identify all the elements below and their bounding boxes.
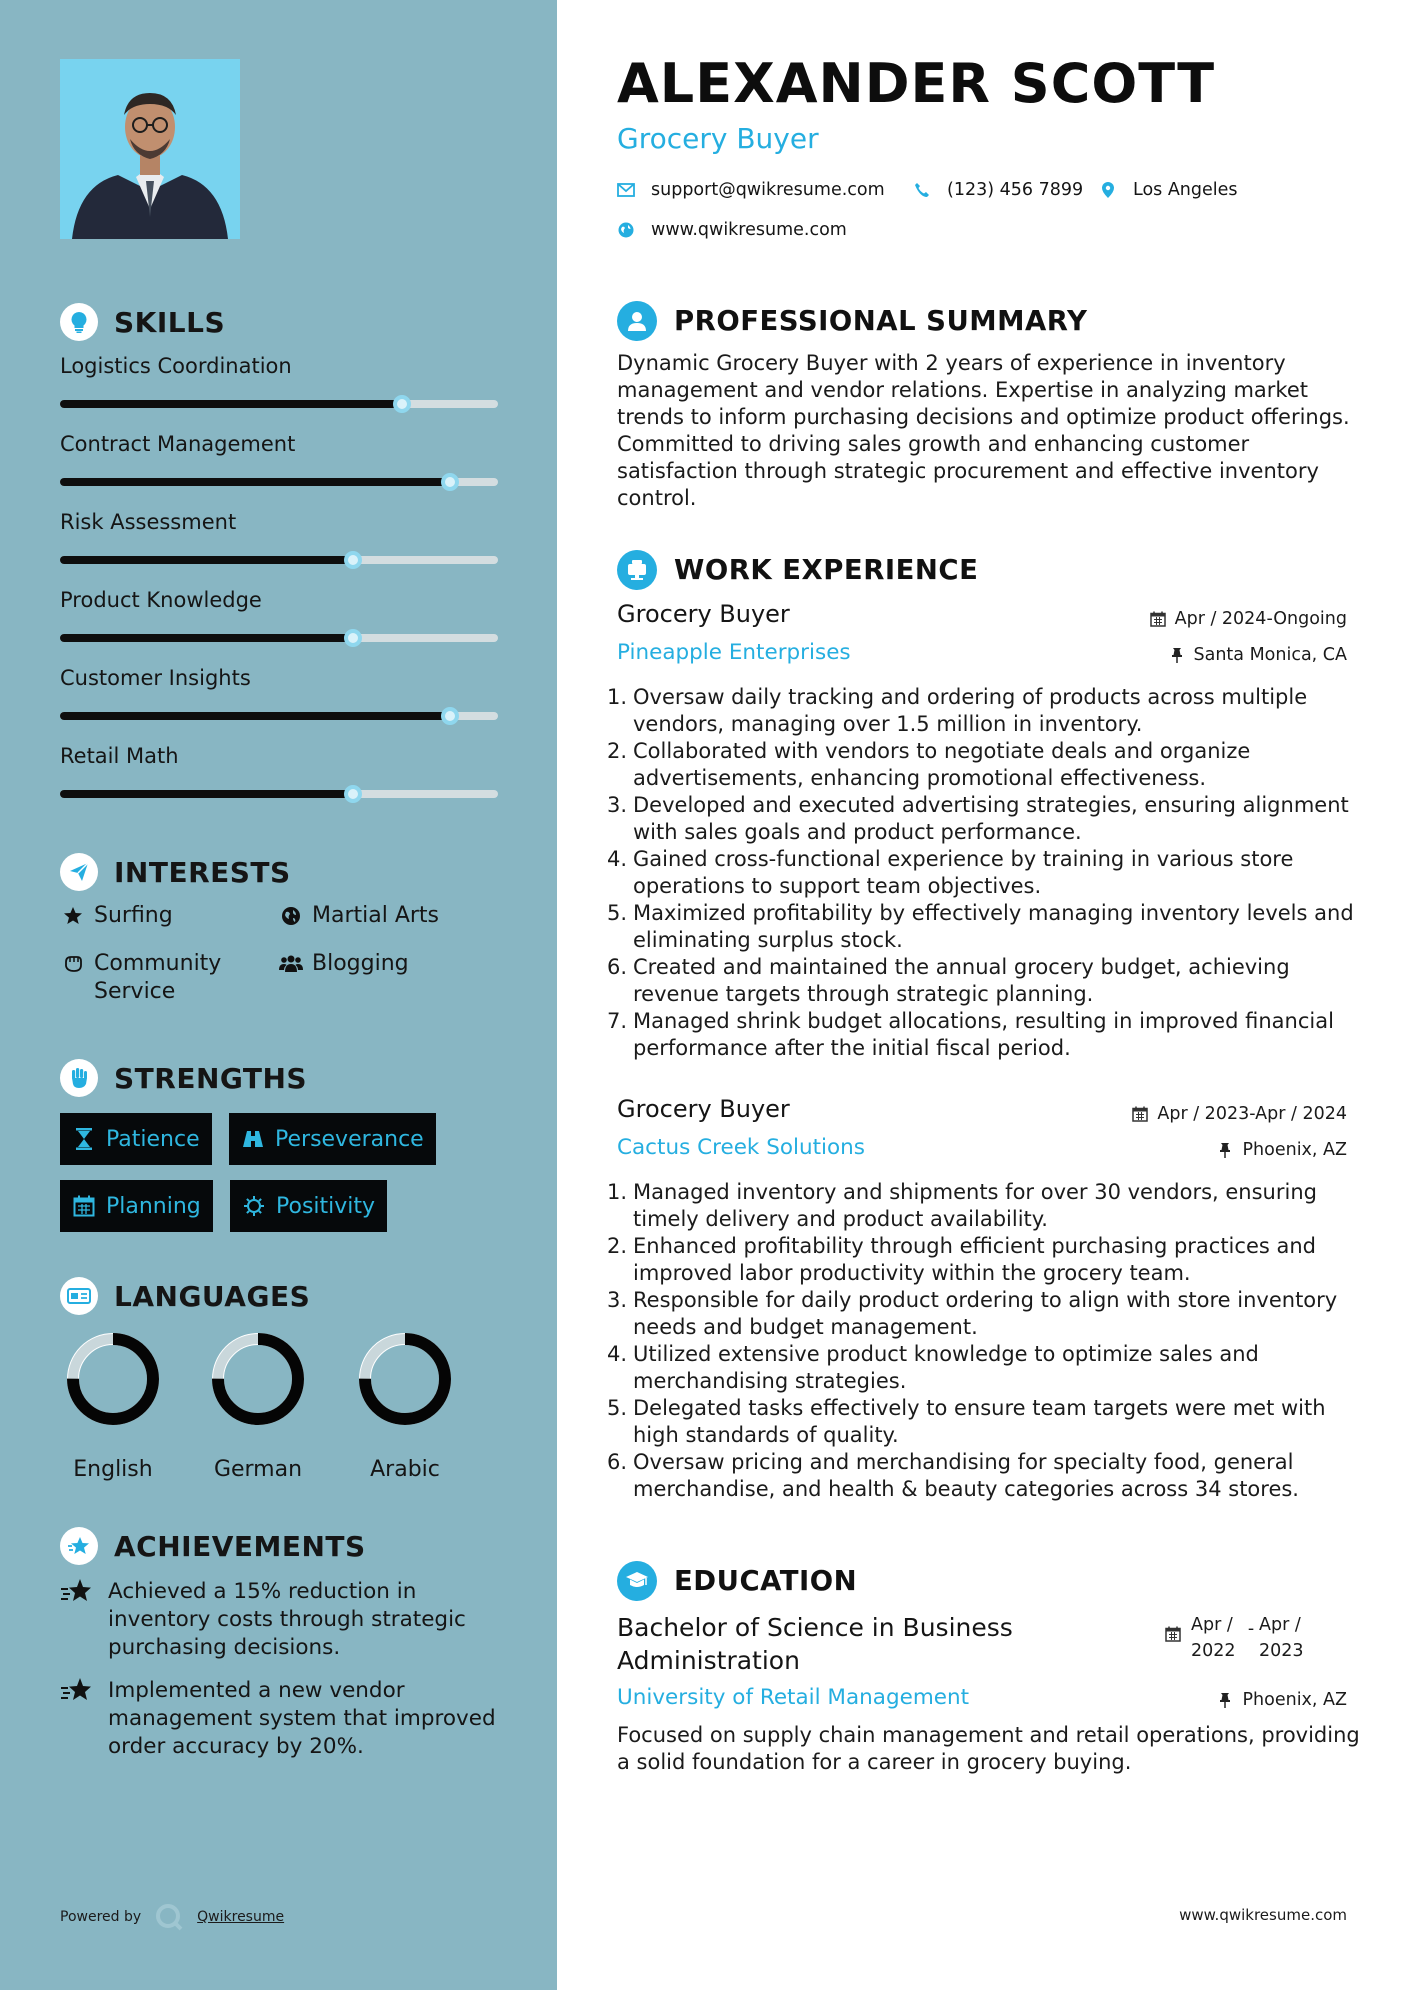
main-content bbox=[557, 0, 1407, 1990]
duty-text: Developed and executed advertising strategies, ensuring alignment with sales goals and product performance. bbox=[633, 793, 1349, 844]
paper-plane-icon bbox=[60, 853, 98, 891]
pin-icon bbox=[1216, 1141, 1234, 1159]
skill-item bbox=[60, 586, 498, 642]
section-title: EDUCATION bbox=[674, 1565, 858, 1597]
contact-phone[interactable] bbox=[913, 180, 1083, 200]
education-dates bbox=[1165, 1612, 1311, 1664]
contact-website[interactable] bbox=[617, 220, 847, 240]
candidate-title: Grocery Buyer bbox=[617, 122, 819, 155]
skill-knob bbox=[441, 473, 459, 491]
duty-item: 4. Gained cross-functional experience by training in various store operations to support team objectives. bbox=[607, 847, 1294, 898]
skill-item bbox=[60, 664, 498, 720]
skill-label: Retail Math bbox=[60, 744, 179, 768]
duty-text: Enhanced profitability through efficient purchasing practices and improved labor productivity within the grocery team. bbox=[633, 1234, 1316, 1285]
qwikresume-logo-icon bbox=[155, 1903, 183, 1931]
section-title: PROFESSIONAL SUMMARY bbox=[674, 305, 1088, 337]
languages-heading bbox=[60, 1276, 310, 1316]
lightbulb-icon bbox=[60, 303, 98, 341]
shooting-star-icon bbox=[60, 1577, 96, 1607]
skill-knob bbox=[441, 707, 459, 725]
skill-fill bbox=[60, 400, 402, 408]
job-company: Cactus Creek Solutions bbox=[617, 1135, 866, 1160]
users-icon bbox=[278, 950, 304, 978]
skills-heading bbox=[60, 302, 225, 342]
skill-bar bbox=[60, 400, 498, 408]
calendar-icon bbox=[1131, 1105, 1149, 1123]
achievement-text: Achieved a 15% reduction in inventory costs through strategic purchasing decisions. bbox=[108, 1579, 466, 1660]
education-location bbox=[1216, 1690, 1347, 1710]
start-year: 2022 bbox=[1191, 1641, 1236, 1661]
job-dates bbox=[1149, 609, 1347, 629]
skill-bar bbox=[60, 712, 498, 720]
job-title: Grocery Buyer bbox=[617, 600, 790, 628]
education-degree: Bachelor of Science in Business Administration bbox=[617, 1613, 1013, 1675]
skill-bar bbox=[60, 556, 498, 564]
skill-label: Customer Insights bbox=[60, 666, 251, 690]
strength-label: Patience bbox=[106, 1126, 200, 1152]
education-school: University of Retail Management bbox=[617, 1685, 970, 1710]
experience-heading bbox=[617, 549, 978, 591]
skill-label: Contract Management bbox=[60, 432, 296, 456]
strength-badge bbox=[229, 1113, 436, 1165]
duty-text: Created and maintained the annual grocery budget, achieving revenue targets through strategic planning. bbox=[633, 955, 1290, 1006]
skill-fill bbox=[60, 556, 353, 564]
duty-item: 1. Managed inventory and shipments for over 30 vendors, ensuring timely delivery and product availability. bbox=[607, 1180, 1317, 1231]
language-item bbox=[48, 1331, 178, 1482]
globe-icon bbox=[278, 902, 304, 930]
calendar-icon bbox=[1165, 1626, 1183, 1644]
job-dates-text: Apr / 2024-Ongoing bbox=[1174, 609, 1347, 629]
calendar-icon bbox=[1149, 610, 1167, 628]
skill-knob bbox=[393, 395, 411, 413]
language-label: Arabic bbox=[370, 1457, 440, 1482]
duty-item: 6. Created and maintained the annual grocery budget, achieving revenue targets through strategic planning. bbox=[607, 955, 1290, 1006]
pin-icon bbox=[1168, 646, 1186, 664]
job-location-text: Phoenix, AZ bbox=[1242, 1140, 1347, 1160]
education-end bbox=[1259, 1612, 1311, 1664]
interest-label: Martial Arts bbox=[312, 903, 440, 928]
hourglass-icon bbox=[72, 1127, 96, 1151]
start-month: Apr / bbox=[1191, 1615, 1233, 1635]
education-heading bbox=[617, 1560, 857, 1602]
job-duties bbox=[607, 684, 1367, 1062]
pin-icon bbox=[1216, 1691, 1234, 1709]
duty-item: 3. Responsible for daily product ordering to align with store inventory needs and budget management. bbox=[607, 1288, 1338, 1339]
duty-text: Oversaw pricing and merchandising for specialty food, general merchandise, and health & beauty categories across 34 stores. bbox=[633, 1450, 1299, 1501]
section-title: STRENGTHS bbox=[114, 1061, 308, 1095]
interests-heading bbox=[60, 852, 291, 892]
duty-text: Utilized extensive product knowledge to optimize sales and merchandising strategies. bbox=[633, 1342, 1259, 1393]
interest-label: Blogging bbox=[312, 951, 409, 976]
briefcase-icon bbox=[617, 550, 657, 590]
skill-label: Logistics Coordination bbox=[60, 354, 292, 378]
duty-text: Managed shrink budget allocations, resulting in improved financial performance after the initial fiscal period. bbox=[633, 1009, 1334, 1060]
strength-badge bbox=[60, 1180, 213, 1232]
job-duties bbox=[607, 1179, 1367, 1503]
email-text: support@qwikresume.com bbox=[651, 180, 885, 200]
skill-bar bbox=[60, 478, 498, 486]
skill-item bbox=[60, 352, 498, 408]
sun-icon bbox=[242, 1194, 266, 1218]
achievement-item bbox=[60, 1677, 500, 1761]
powered-by-label: Powered by bbox=[60, 1909, 142, 1925]
job-location bbox=[1168, 645, 1348, 665]
powered-by-link[interactable]: Qwikresume bbox=[197, 1909, 285, 1925]
skill-fill bbox=[60, 712, 450, 720]
duty-item: 7. Managed shrink budget allocations, resulting in improved financial performance after the initial fiscal period. bbox=[607, 1009, 1334, 1060]
summary-text: Dynamic Grocery Buyer with 2 years of experience in inventory management and vendor relations. Expertise in analyzing market trends to inform purchasing decisions and optimize product offerings. Committed to driving sales growth and enhancing customer satisfaction through strategic procurement and effective inventory control. bbox=[617, 351, 1350, 510]
fist-icon bbox=[60, 1059, 98, 1097]
duty-item: 1. Oversaw daily tracking and ordering of products across multiple vendors, managing over 1.5 million in inventory. bbox=[607, 685, 1308, 736]
skill-item bbox=[60, 742, 498, 798]
strength-label: Planning bbox=[106, 1193, 201, 1219]
user-icon bbox=[617, 301, 657, 341]
language-ring bbox=[357, 1331, 453, 1427]
duty-text: Collaborated with vendors to negotiate deals and organize advertisements, enhancing promotional effectiveness. bbox=[633, 739, 1251, 790]
date-separator: - bbox=[1247, 1619, 1255, 1639]
job-dates-text: Apr / 2023-Apr / 2024 bbox=[1157, 1104, 1347, 1124]
language-ring bbox=[210, 1331, 306, 1427]
sidebar bbox=[0, 0, 557, 1990]
duty-item: 2. Collaborated with vendors to negotiate deals and organize advertisements, enhancing promotional effectiveness. bbox=[607, 739, 1251, 790]
language-card-icon bbox=[60, 1277, 98, 1315]
language-label: English bbox=[73, 1457, 153, 1482]
duty-text: Maximized profitability by effectively managing inventory levels and eliminating surplus stock. bbox=[633, 901, 1354, 952]
end-month: Apr / bbox=[1259, 1615, 1301, 1635]
star-badge-icon bbox=[60, 1527, 98, 1565]
summary-heading bbox=[617, 300, 1087, 342]
language-item bbox=[193, 1331, 323, 1482]
duty-item: 3. Developed and executed advertising strategies, ensuring alignment with sales goals and product performance. bbox=[607, 793, 1349, 844]
job-company: Pineapple Enterprises bbox=[617, 640, 851, 665]
skill-fill bbox=[60, 478, 450, 486]
skill-fill bbox=[60, 790, 353, 798]
strengths-heading bbox=[60, 1058, 307, 1098]
skill-fill bbox=[60, 634, 353, 642]
powered-by bbox=[60, 1903, 284, 1931]
phone-icon bbox=[913, 181, 931, 199]
interest-item bbox=[60, 950, 260, 1006]
footer-url[interactable]: www.qwikresume.com bbox=[1179, 1906, 1347, 1924]
section-title: SKILLS bbox=[114, 305, 226, 339]
end-year: 2023 bbox=[1259, 1641, 1304, 1661]
interest-label: Surfing bbox=[94, 903, 173, 928]
graduation-cap-icon bbox=[617, 1561, 657, 1601]
education-location-text: Phoenix, AZ bbox=[1242, 1690, 1347, 1710]
envelope-icon bbox=[617, 181, 635, 199]
achievement-text: Implemented a new vendor management system that improved order accuracy by 20%. bbox=[108, 1678, 496, 1759]
language-item bbox=[340, 1331, 470, 1482]
globe-icon bbox=[617, 221, 635, 239]
duty-text: Managed inventory and shipments for over 30 vendors, ensuring timely delivery and product availability. bbox=[633, 1180, 1317, 1231]
strength-label: Perseverance bbox=[275, 1126, 424, 1152]
interest-label: Community Service bbox=[94, 951, 222, 1004]
website-text: www.qwikresume.com bbox=[651, 220, 847, 240]
shooting-star-icon bbox=[60, 1676, 96, 1706]
job-location-text: Santa Monica, CA bbox=[1193, 645, 1347, 665]
skill-bar bbox=[60, 790, 498, 798]
phone-text: (123) 456 7899 bbox=[947, 180, 1084, 200]
duty-item: 4. Utilized extensive product knowledge to optimize sales and merchandising strategies. bbox=[607, 1342, 1259, 1393]
education-start bbox=[1191, 1612, 1243, 1664]
duty-item: 6. Oversaw pricing and merchandising for specialty food, general merchandise, and health & beauty categories across 34 stores. bbox=[607, 1450, 1299, 1501]
section-title: WORK EXPERIENCE bbox=[674, 554, 979, 586]
education-description: Focused on supply chain management and retail operations, providing a solid foundation for a career in grocery buying. bbox=[617, 1723, 1360, 1774]
star-icon bbox=[60, 902, 86, 930]
map-pin-icon bbox=[1099, 181, 1117, 199]
skill-knob bbox=[344, 551, 362, 569]
skill-item bbox=[60, 508, 498, 564]
location-text: Los Angeles bbox=[1133, 180, 1238, 200]
duty-text: Gained cross-functional experience by training in various store operations to support team objectives. bbox=[633, 847, 1294, 898]
skill-bar bbox=[60, 634, 498, 642]
hand-icon bbox=[60, 950, 86, 978]
calendar-icon bbox=[72, 1194, 96, 1218]
skill-knob bbox=[344, 629, 362, 647]
interest-item bbox=[60, 902, 173, 930]
duty-text: Delegated tasks effectively to ensure team targets were met with high standards of quality. bbox=[633, 1396, 1326, 1447]
section-title: LANGUAGES bbox=[114, 1279, 311, 1313]
interest-item bbox=[278, 950, 409, 978]
contact-email[interactable] bbox=[617, 180, 885, 200]
binoculars-icon bbox=[241, 1127, 265, 1151]
section-title: ACHIEVEMENTS bbox=[114, 1529, 366, 1563]
job-title: Grocery Buyer bbox=[617, 1095, 790, 1123]
duty-text: Oversaw daily tracking and ordering of products across multiple vendors, managing over 1.5 million in inventory. bbox=[633, 685, 1308, 736]
achievements-heading bbox=[60, 1526, 366, 1566]
skill-label: Product Knowledge bbox=[60, 588, 262, 612]
duty-item: 5. Maximized profitability by effectively managing inventory levels and eliminating surplus stock. bbox=[607, 901, 1354, 952]
duty-item: 5. Delegated tasks effectively to ensure team targets were met with high standards of quality. bbox=[607, 1396, 1326, 1447]
job-location bbox=[1216, 1140, 1347, 1160]
candidate-name: ALEXANDER SCOTT bbox=[617, 52, 1216, 115]
strength-badge bbox=[60, 1113, 212, 1165]
duty-text: Responsible for daily product ordering to align with store inventory needs and budget management. bbox=[633, 1288, 1338, 1339]
strength-label: Positivity bbox=[276, 1193, 376, 1219]
interest-item bbox=[278, 902, 439, 930]
achievement-item bbox=[60, 1578, 500, 1662]
language-ring bbox=[65, 1331, 161, 1427]
profile-photo bbox=[60, 59, 240, 239]
contact-location bbox=[1099, 180, 1238, 200]
duty-item: 2. Enhanced profitability through efficient purchasing practices and improved labor productivity within the grocery team. bbox=[607, 1234, 1316, 1285]
language-label: German bbox=[213, 1457, 303, 1482]
job-dates bbox=[1131, 1104, 1347, 1124]
skill-label: Risk Assessment bbox=[60, 510, 237, 534]
skill-item bbox=[60, 430, 498, 486]
section-title: INTERESTS bbox=[114, 855, 291, 889]
strength-badge bbox=[230, 1180, 387, 1232]
skill-knob bbox=[344, 785, 362, 803]
